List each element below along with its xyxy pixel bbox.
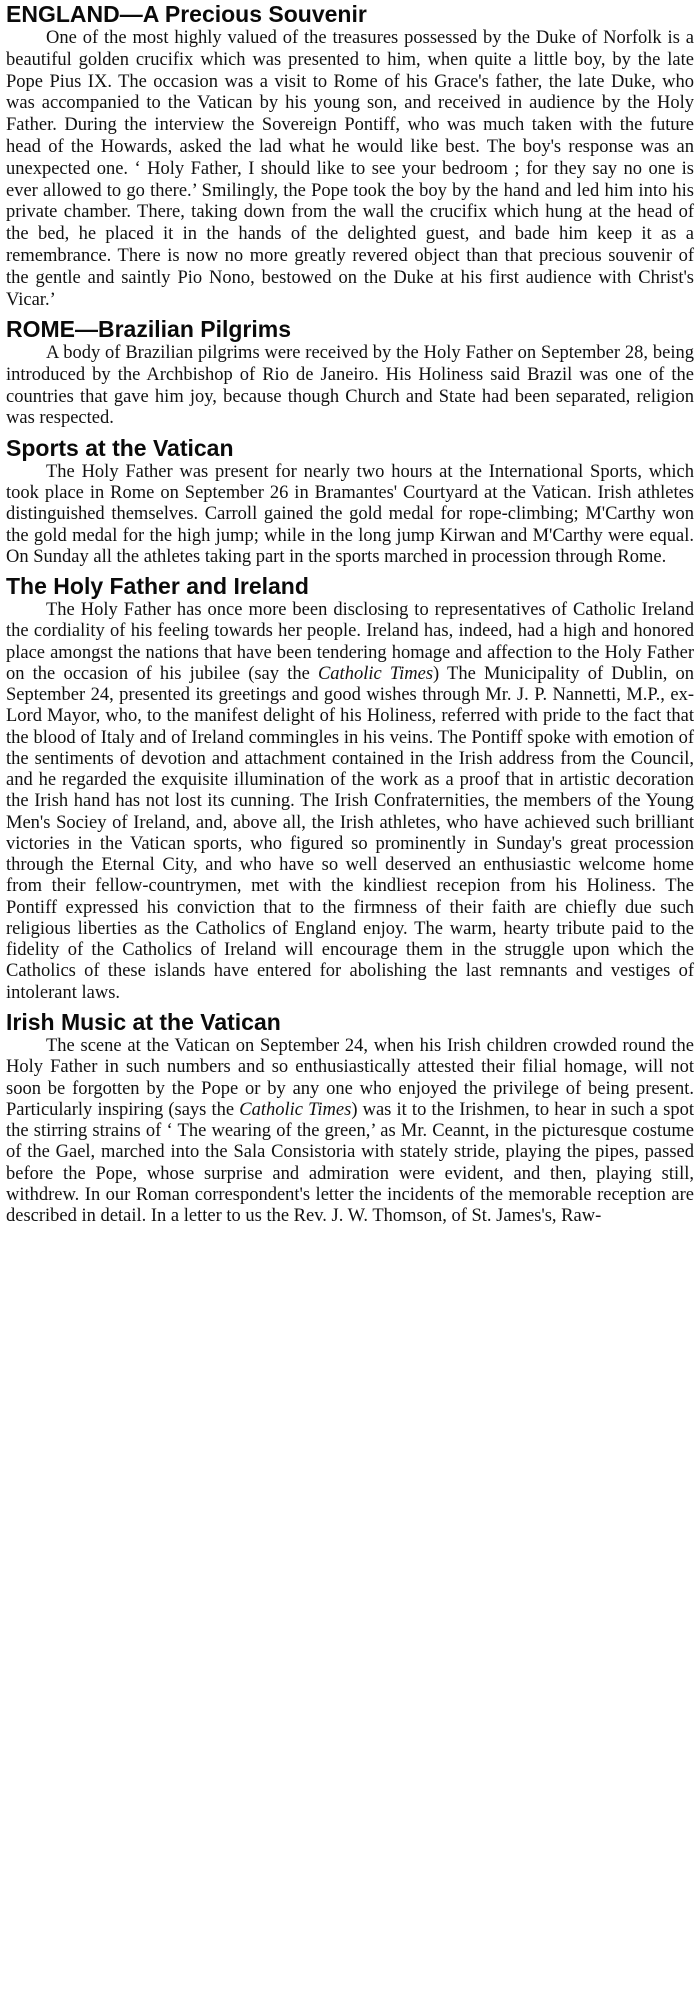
section-body	[6, 1036, 694, 1228]
section-heading: Irish Music at the Vatican	[6, 1008, 281, 1035]
section-rome-brazilian-pilgrims	[6, 315, 694, 429]
section-holy-father-and-ireland	[6, 572, 694, 1004]
section-heading: ROME—Brazilian Pilgrims	[6, 316, 292, 343]
publication-title: Catholic Times	[317, 663, 434, 684]
section-heading: Sports at the Vatican	[6, 434, 234, 461]
section-body: One of the most highly valued of the treasures possessed by the Duke of Norfolk is a beautiful golden crucifix which was presented to him, when quite a little boy, by the late Pope Pius IX. The occasion was a visit to Rome of his Grace's father, the late Duke, who was accompanied to the Vatican by his young son, and received in audience by the Holy Father. During the interview the Sovereign Pontiff, who was much taken with the future head of the Howards, asked the lad what he would like best. The boy's response was an unexpected one. ‘ Holy Father, I should like to see your bedroom ; for they say no one is ever allowed to go there.’ Smilingly, the Pope took the boy by the hand and led him into his private chamber. There, taking down from the wall the crucifix which hung at the head of the bed, he placed it in the hands of the delighted guest, and bade him keep it as a remembrance. There is now no more greatly revered object than that precious souvenir of the gentle and saintly Pio Nono, bestowed on the Duke at his first audience with Christ's Vicar.’	[6, 28, 694, 310]
section-england	[6, 0, 694, 311]
section-body	[6, 600, 694, 1004]
section-sports-at-vatican	[6, 434, 694, 568]
section-heading: ENGLAND—A Precious Souvenir	[6, 1, 367, 27]
body-text: ) was it to the Irishmen, to hear in such a spot the stirring strains of ‘ The wearing of the green,’ as Mr. Ceannt, in the picturesque costume of the Gael, marched into the Sala Consistoria with stately stride, playing the pipes, passed before the Pope, whose surprise and admiration were evident, and then, playing still, withdrew. In our Roman correspondent's letter the incidents of the memorable reception are described in detail. In a letter to us the Rev. J. W. Thomson, of St. James's, Raw-	[6, 1099, 694, 1227]
section-irish-music-at-vatican	[6, 1008, 694, 1228]
body-text: ) The Municipality of Dublin, on September 24, presented its greetings and good wishes through Mr. J. P. Nannetti, M.P., ex-Lord Mayor, who, to the manifest delight of his Holiness, referred with pride to the fact that the blood of Italy and of Ireland commingles in his veins. The Pontiff spoke with emotion of the sentiments of devotion and attachment contained in the Irish address from the Council, and he regarded the exquisite illumination of the work as a proof that in artistic decoration the Irish hand has not lost its cunning. The Irish Confraternities, the members of the Young Men's Sociey of Ireland, and, above all, the Irish athletes, who have achieved such brilliant victories in the Vatican sports, who figured so prominently in Sunday's great procession through the Eternal City, and who have so well deserved an enthusiastic welcome home from their fellow-countrymen, met with the kindliest recepion from his Holiness. The Pontiff expressed his conviction that to the firmness of their faith are chiefly due such religious liberties as the Catholics of England enjoy. The warm, hearty tribute paid to the fidelity of the Catholics of Ireland will encourage them in the struggle upon which the Catholics of these islands have entered for abolishing the last remnants and vestiges of intolerant laws.	[6, 663, 694, 1003]
body-text: The Holy Father has once more been disclosing to representatives of Catholic Ireland the cordiality of his feeling towards her people. Ireland has, indeed, had a high and honored place amongst the nations that have been tendering homage and affection to the Holy Father on the occasion of his jubilee (say the	[6, 600, 694, 684]
section-body: A body of Brazilian pilgrims were received by the Holy Father on September 28, being introduced by the Archbishop of Rio de Janeiro. His Holiness said Brazil was one of the countries that gave him joy, because though Church and State had been separated, religion was respected.	[6, 343, 694, 429]
section-heading: The Holy Father and Ireland	[6, 573, 309, 600]
body-text: The scene at the Vatican on September 24, when his Irish children crowded round the Holy Father in such numbers and so enthusiastically attested their filial homage, will not soon be forgotten by the Pope or by any one who enjoyed the privilege of being present. Particularly inspiring (says the	[6, 1035, 694, 1120]
section-body: The Holy Father was present for nearly two hours at the International Sports, which took place in Rome on September 26 in Bramantes' Courtyard at the Vatican. Irish athletes distinguished themselves. Carroll gained the gold medal for rope-climbing; M'Carthy won the gold medal for the high jump; while in the long jump Kirwan and M'Carthy were equal. On Sunday all the athletes taking part in the sports marched in procession through Rome.	[6, 461, 694, 567]
publication-title: Catholic Times	[239, 1099, 352, 1120]
